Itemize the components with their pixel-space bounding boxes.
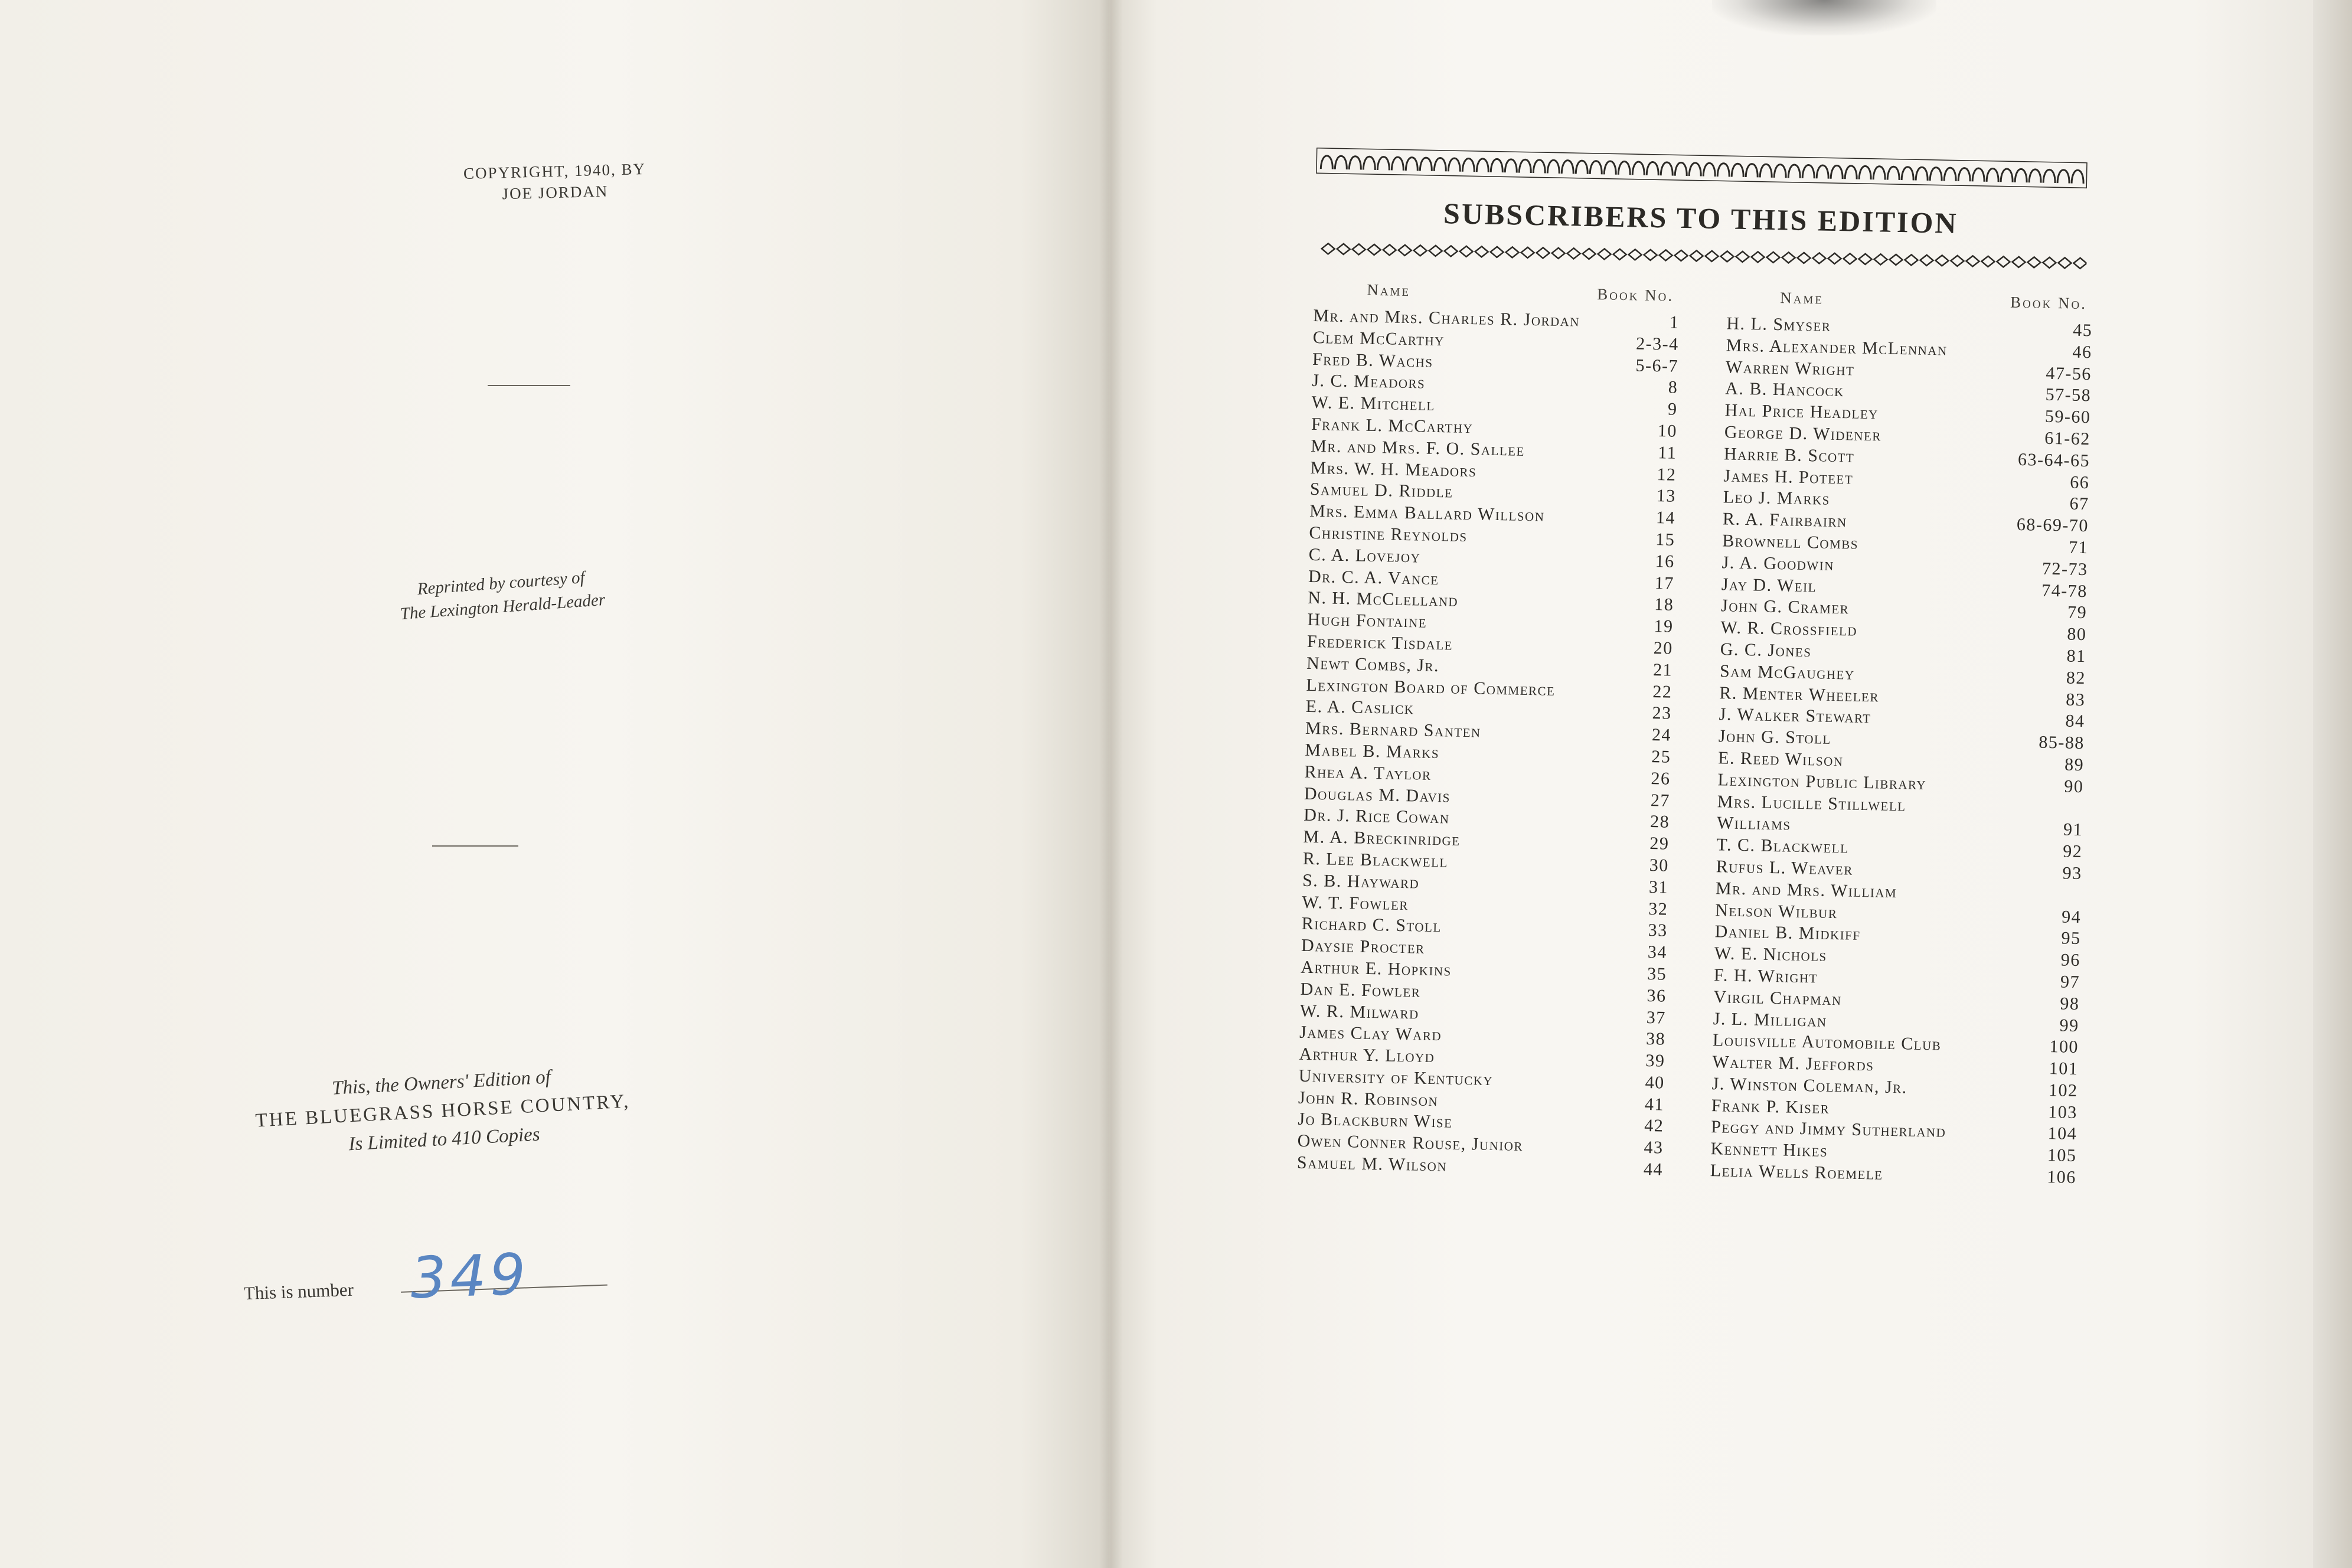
book-number: 100 [2049,1037,2079,1057]
diamond-ornament [1920,255,1933,266]
diamond-ornament [1720,251,1733,262]
number-label: This is number [243,1279,354,1304]
limit-line: Is Limited to 410 Copies [348,1123,541,1155]
left-bookno-header: Book No. [1597,285,1674,305]
diamond-ornament [2027,257,2040,267]
book-number: 36 [1647,985,1667,1006]
reprint-source: The Lexington Herald-Leader [399,590,606,624]
subscriber-name: Lexington Board of Commerce [1306,675,1556,700]
book-number: 8 [1668,377,1678,398]
diamond-ornament [1736,251,1749,262]
book-number: 47-56 [2046,363,2092,384]
book-number: 17 [1654,573,1675,593]
book-number: 5-6-7 [1635,355,1679,376]
diamond-ornament [1951,256,1964,266]
subscriber-name: Richard C. Stoll [1301,914,1442,936]
diamond-ornament [1981,256,1994,267]
book-number: 32 [1648,899,1668,919]
subscriber-name: T. C. Blackwell [1716,835,1849,857]
book-number: 61-62 [2044,428,2091,449]
book-number: 92 [2063,841,2083,862]
border-loop [1491,159,1502,172]
subscriber-name: Dr. J. Rice Cowan [1303,805,1450,828]
handwritten-number: 349 [409,1241,531,1312]
book-number: 43 [1644,1138,1664,1158]
diamond-ornament [1459,246,1472,257]
subscriber-name: E. Reed Wilson [1717,748,1844,770]
diamond-ornament [1828,253,1841,264]
book-number: 13 [1656,486,1677,507]
book-number: 95 [2061,928,2081,949]
book-number: 84 [2065,711,2085,731]
book-number: 94 [2061,906,2082,927]
book-gutter [1099,0,1123,1568]
book-number: 20 [1653,638,1674,658]
book-number: 15 [1655,530,1675,550]
book-number: 81 [2066,646,2087,667]
book-number: 68-69-70 [2016,515,2089,536]
border-loop [1887,166,1899,180]
diamond-ornament [1567,248,1580,259]
subscriber-name: Fred B. Wachs [1312,349,1433,371]
diamond-ornament [1751,251,1764,262]
diamond-ornament [1582,249,1595,259]
border-loop [1746,164,1758,177]
subscriber-name: Hugh Fontaine [1307,610,1427,632]
subscriber-name: Mrs. Emma Ballard Willson [1309,501,1545,525]
subscriber-name: Leo J. Marks [1723,487,1831,509]
border-loop [1774,164,1786,178]
border-loop [1632,162,1644,175]
book-number: 104 [2047,1123,2077,1144]
book-number: 31 [1648,877,1669,897]
diamond-ornament [2043,257,2056,268]
subscriber-name: W. E. Nichols [1714,943,1828,965]
subscriber-name: George D. Widener [1724,422,1882,445]
border-loop [2043,169,2055,183]
diamond-ornament [2012,257,2025,267]
diamond-ornament [1628,249,1641,260]
border-loop [1363,156,1375,170]
book-number: 101 [2049,1059,2079,1079]
book-number: 59-60 [2044,406,2091,427]
copyright-author: JOE JORDAN [502,182,609,203]
reprint-line: Reprinted by courtesy of [416,568,586,599]
book-number: 26 [1651,768,1671,789]
subscriber-name: Frederick Tisdale [1306,631,1453,654]
diamond-ornament [1399,245,1412,256]
border-loop [1590,161,1602,174]
diamond-ornament [1997,256,2010,267]
diamond-ornament [1414,245,1427,256]
subscribers-page [1293,148,2344,1371]
book-number: 66 [2070,472,2090,492]
subscriber-name: Brownell Combs [1722,531,1859,553]
border-loop [1817,165,1828,179]
border-loop [1987,168,1998,182]
book-number: 45 [2072,320,2093,341]
border-loop [1321,156,1332,169]
subscriber-name: W. R. Crossfield [1720,618,1858,640]
border-loop [2015,169,2027,182]
subscriber-name: R. Lee Blackwell [1302,848,1449,871]
subscriber-name: Peggy and Jimmy Sutherland [1710,1117,1946,1142]
book-number: 96 [2060,950,2081,971]
diamond-ornament [1445,246,1458,256]
subscriber-name: R. Menter Wheeler [1719,682,1880,706]
subscriber-name: Warren Wright [1725,357,1855,380]
diamond-ornament [1521,247,1534,258]
subscriber-name: G. C. Jones [1720,639,1812,661]
border-loop [1647,162,1658,175]
book-number: 24 [1651,725,1672,745]
subscriber-name: Rufus L. Weaver [1716,857,1854,879]
diamond-ornament [1322,243,1335,254]
book-number: 29 [1649,834,1670,854]
border-loop [1661,162,1672,176]
border-loop [1576,161,1587,174]
border-loop [1675,162,1687,176]
book-number: 38 [1645,1029,1666,1049]
diamond-ornament [1490,247,1503,257]
border-loop [1732,164,1743,177]
book-number: 67 [2069,494,2089,514]
diamond-ornament [1613,249,1626,260]
subscriber-name: Jay D. Weil [1721,574,1817,596]
subscriber-name: W. R. Milward [1299,1001,1420,1023]
book-number: 46 [2072,342,2092,362]
book-title: THE BLUEGRASS HORSE COUNTRY, [254,1090,631,1132]
book-number: 99 [2059,1015,2080,1035]
subscriber-name: Arthur Y. Lloyd [1299,1044,1435,1067]
border-loop [1533,160,1545,174]
subscriber-name: Daniel B. Midkiff [1714,922,1861,945]
subscribers-left-column [1297,306,1680,1182]
book-number: 1 [1669,312,1680,332]
diamond-rule [1319,241,2086,271]
diamond-ornament [1475,246,1488,257]
book-number: 71 [2068,537,2089,558]
subscriber-name: W. T. Fowler [1302,892,1409,914]
border-loop [1505,159,1517,173]
subscriber-name: Mrs. Bernard Santen [1305,718,1481,741]
subscriber-name: Walter M. Jeffords [1712,1052,1874,1075]
book-number: 39 [1645,1051,1665,1071]
border-loop [1335,156,1347,169]
diamond-ornament [1536,247,1549,258]
book-number: 25 [1651,747,1671,767]
subscriber-name: Arthur E. Hopkins [1301,957,1452,980]
copyright-line: COPYRIGHT, 1940, BY [463,159,646,183]
book-number: 42 [1644,1116,1664,1136]
diamond-ornament [1353,244,1366,254]
subscriber-name: Sam McGaughey [1719,661,1855,684]
subscriber-name: Samuel D. Riddle [1309,479,1453,502]
subscriber-name: Mr. and Mrs. William [1715,878,1897,901]
border-loop [1604,161,1616,175]
diamond-ornament [1674,250,1687,261]
book-number: 83 [2065,690,2086,710]
diamond-ornament [1797,253,1810,263]
diamond-ornament [1337,244,1350,254]
book-number: 2-3-4 [1635,334,1680,354]
book-number: 57-58 [2045,385,2092,406]
book-number: 34 [1647,942,1668,962]
divider-rule [432,845,518,847]
subscriber-name: Frank P. Kiser [1711,1095,1830,1118]
subscriber-name: Mrs. Lucille Stillwell [1717,791,1906,815]
border-loop [1831,165,1843,179]
left-page [0,0,1109,1568]
book-number: 72-73 [2041,558,2088,579]
diamond-ornament [1429,246,1442,256]
diamond-ornament [1551,248,1564,259]
border-loop [1377,156,1389,170]
book-number: 33 [1648,920,1668,940]
book-number: 79 [2067,602,2088,623]
subscriber-name: Mabel B. Marks [1305,740,1440,763]
subscriber-name: Owen Conner Rouse, Junior [1297,1131,1524,1155]
book-number: 85-88 [2039,732,2085,753]
subscriber-name: Jo Blackburn Wise [1298,1109,1453,1132]
book-number: 11 [1657,442,1677,463]
diamond-ornament [1644,250,1657,260]
diamond-ornament [2073,258,2086,269]
border-loop [1420,158,1432,171]
subscriber-name: Mrs. W. H. Meadors [1310,458,1477,481]
subscriber-name: J. C. Meadors [1312,371,1426,393]
diamond-ornament [1812,253,1825,263]
subscriber-name: Rhea A. Taylor [1304,762,1432,784]
border-loop [1802,165,1814,178]
subscriber-name: A. B. Hancock [1724,378,1845,401]
diamond-ornament [1966,256,1979,266]
subscriber-name: Lelia Wells Roemele [1710,1161,1883,1184]
border-loop [1462,158,1474,172]
border-loop [2057,170,2069,184]
border-loop [2072,170,2083,184]
subscriber-name: Samuel M. Wilson [1296,1152,1448,1175]
subscriber-name: Christine Reynolds [1309,522,1468,545]
subscriber-name: Dan E. Fowler [1300,979,1421,1001]
border-loop [1448,158,1460,172]
subscribers-right-column [1710,313,2092,1190]
border-loop [1476,159,1488,172]
diamond-ornament [1935,255,1948,266]
subscriber-name: W. E. Mitchell [1311,393,1436,415]
right-name-header: Name [1779,289,1824,308]
book-number: 44 [1643,1159,1664,1180]
book-number: 16 [1655,551,1675,571]
border-loop [1859,166,1871,179]
border-loop [1562,160,1573,174]
subscriber-name: J. Walker Stewart [1719,704,1871,727]
border-loop [1689,163,1701,177]
diamond-ornament [1782,252,1795,263]
book-number: 30 [1649,855,1670,876]
subscriber-name: E. A. Caslick [1305,697,1415,718]
subscriber-name: Mrs. Alexander McLennan [1726,335,1948,360]
subscriber-name: Nelson Wilbur [1715,900,1838,922]
book-number: 97 [2060,972,2080,992]
book-number: 63-64-65 [2017,449,2090,471]
border-loop [1547,160,1559,174]
subscriber-name: Hal Price Headley [1724,400,1879,423]
diamond-ornament [1843,253,1856,264]
book-number: 9 [1667,399,1678,420]
book-number: 41 [1644,1094,1665,1115]
book-number: 35 [1647,963,1667,984]
book-number: 12 [1657,464,1677,485]
subscriber-name: Newt Combs, Jr. [1306,653,1440,675]
diamond-ornament [2058,257,2071,268]
border-loop [1406,157,1417,171]
subscriber-name: J. A. Goodwin [1721,553,1835,574]
border-loop [1703,163,1715,177]
book-number: 27 [1650,790,1671,811]
book-number: 21 [1652,659,1673,680]
subscriber-name: Harrie B. Scott [1723,444,1855,466]
book-number: 82 [2066,668,2086,688]
book-number: 98 [2060,994,2080,1014]
border-loop [1916,167,1928,181]
subscriber-name: R. A. Fairbairn [1722,509,1848,531]
diamond-ornament [1889,254,1902,265]
subscriber-name: Williams [1716,813,1791,834]
book-number: 93 [2062,863,2082,884]
border-loop [1434,158,1446,171]
subscriber-name: M. A. Breckinridge [1303,827,1461,850]
diamond-ornament [1905,254,1917,265]
shadow [1712,0,1936,35]
border-loop [1845,166,1857,179]
border-loop [1944,168,1956,181]
diamond-ornament [1598,249,1611,259]
subscriber-name: Douglas M. Davis [1304,783,1451,806]
border-loop [2001,169,2013,182]
subscriber-name: J. Winston Coleman, Jr. [1711,1074,1908,1097]
subscriber-name: Clem McCarthy [1312,327,1445,350]
subscriber-name: James Clay Ward [1299,1023,1442,1045]
subscriber-name: John G. Stoll [1718,726,1832,749]
subscriber-name: J. L. Milligan [1713,1008,1827,1031]
border-loop [1760,164,1772,178]
subscriber-name: John R. Robinson [1298,1087,1439,1110]
border-loop [1873,166,1885,180]
book-number: 23 [1652,703,1672,724]
book-number: 90 [2064,776,2084,796]
subscriber-name: Mr. and Mrs. F. O. Sallee [1310,436,1525,460]
border-loop [2029,169,2041,183]
book-number: 37 [1646,1007,1667,1028]
subscriber-name: C. A. Lovejoy [1308,544,1421,567]
diamond-ornament [1874,254,1887,264]
subscriber-name: Frank L. McCarthy [1311,414,1474,437]
book-number: 10 [1657,421,1678,441]
book-number: 74-78 [2041,580,2088,601]
diamond-ornament [1766,252,1779,263]
subscriber-name: F. H. Wright [1713,965,1818,987]
book-number: 89 [2064,754,2085,775]
book-number: 19 [1654,616,1674,636]
book-number: 106 [2046,1167,2077,1188]
border-loop [1902,167,1913,181]
book-number: 14 [1655,508,1676,528]
subscriber-name: N. H. McClelland [1308,588,1459,611]
page-title: SUBSCRIBERS TO THIS EDITION [1443,197,1959,240]
subscriber-name: Lexington Public Library [1717,769,1927,793]
diamond-ornament [1690,250,1703,261]
subscriber-name: James H. Poteet [1723,465,1854,488]
diamond-ornament [1505,247,1518,257]
divider-rule [488,385,570,386]
book-number: 103 [2048,1102,2078,1122]
subscriber-name: University of Kentucky [1298,1066,1494,1089]
diamond-ornament [1368,244,1381,255]
border-loop [1972,168,1984,182]
subscriber-name: H. L. Smyser [1726,313,1831,335]
border-loop [1717,164,1729,177]
border-loop [1958,168,1970,181]
subscriber-name: Louisville Automobile Club [1712,1030,1942,1054]
left-name-header: Name [1367,280,1411,300]
book-number: 80 [2067,624,2087,645]
subscriber-name: Virgil Chapman [1713,986,1842,1010]
subscriber-name: Kennett Hikes [1710,1139,1828,1161]
book-number: 102 [2048,1080,2078,1100]
diamond-ornament [1858,254,1871,264]
owners-line: This, the Owners' Edition of [331,1066,551,1099]
subscriber-name: S. B. Hayward [1302,870,1420,893]
book-number: 18 [1654,594,1674,615]
diamond-ornament [1705,251,1718,262]
border-loop [1391,157,1403,171]
border-loop [1618,161,1630,175]
book-number: 91 [2063,819,2083,840]
border-loop [1519,159,1531,173]
subscriber-name: Daysie Procter [1301,935,1425,958]
border-loop [1349,156,1361,170]
book-number: 22 [1652,681,1672,702]
diamond-ornament [1383,244,1396,255]
book-number: 105 [2047,1145,2077,1166]
subscriber-name: Mr. and Mrs. Charles R. Jordan [1313,305,1580,331]
right-bookno-header: Book No. [2010,293,2088,313]
diamond-ornament [1659,250,1672,260]
copyright-notice [436,158,674,206]
subscriber-name: Dr. C. A. Vance [1308,566,1439,589]
book-number: 40 [1645,1072,1665,1093]
border-loop [1930,167,1942,181]
book-number: 28 [1649,812,1670,832]
subscriber-name: John G. Cramer [1720,596,1850,618]
border-loop [1788,165,1800,178]
